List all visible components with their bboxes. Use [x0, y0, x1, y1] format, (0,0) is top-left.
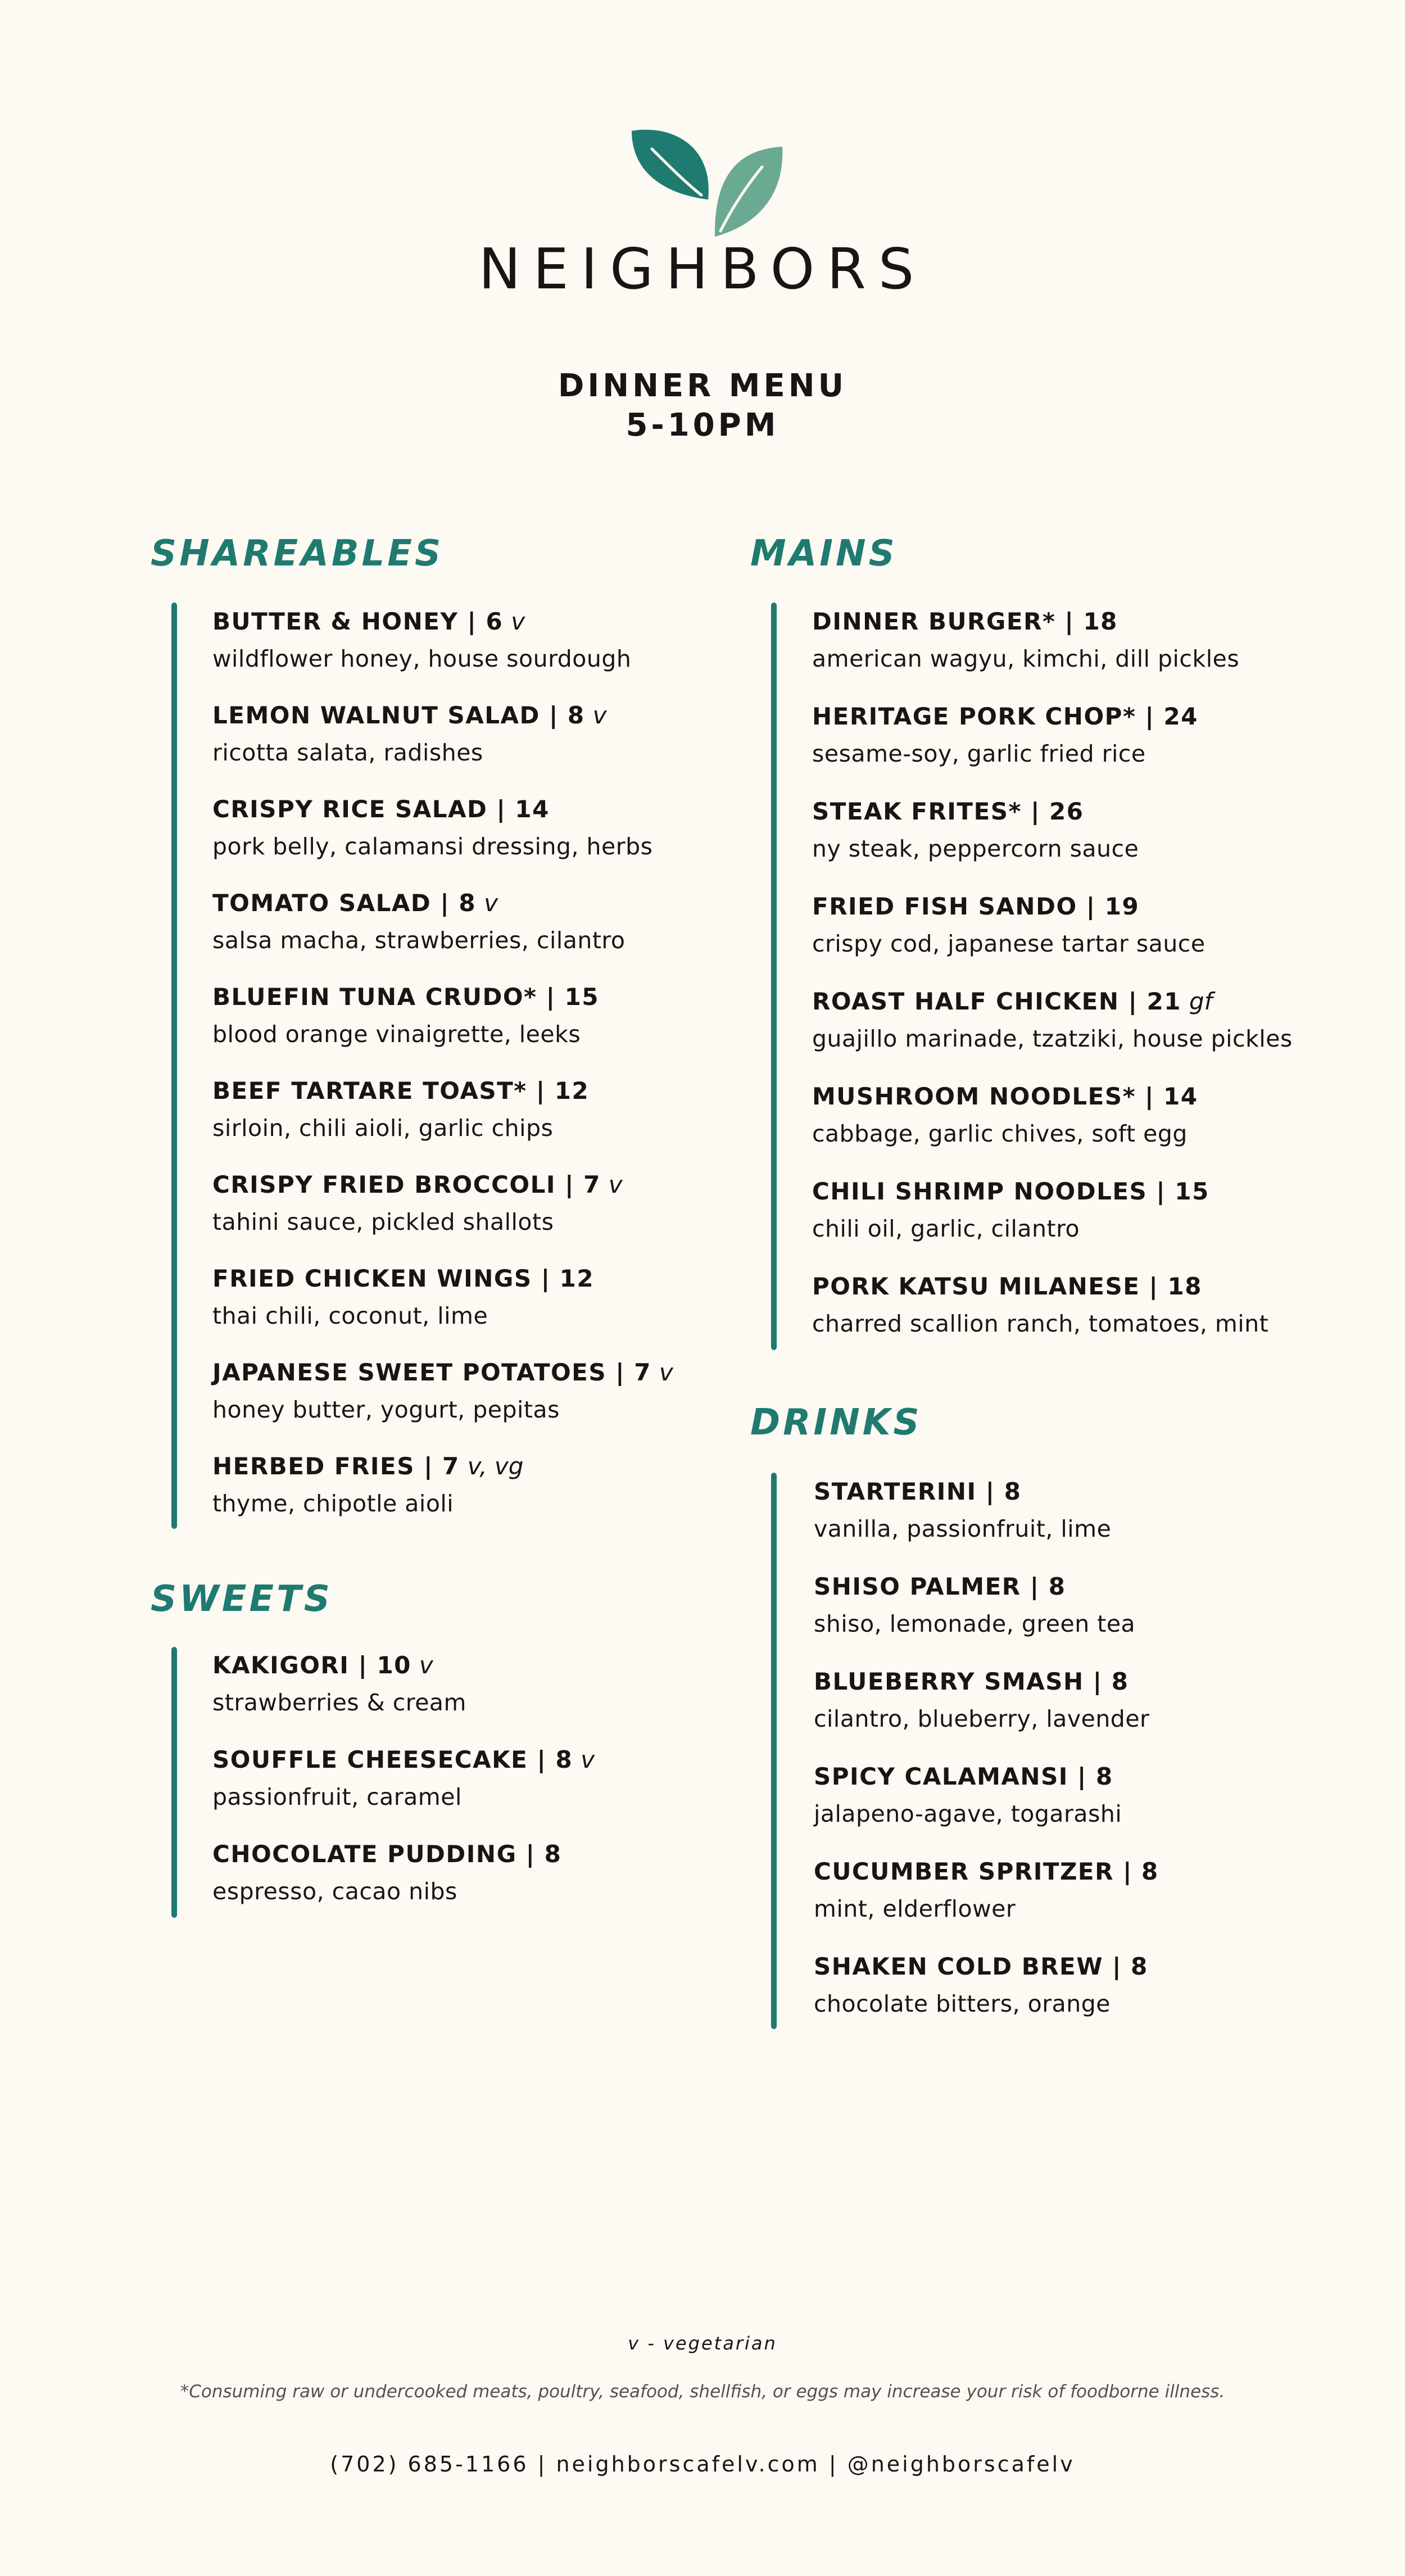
menu-item-name-text: FRIED FISH SANDO | 19 [812, 893, 1140, 920]
menu-item-name-text: CRISPY FRIED BROCCOLI | 7 [212, 1171, 601, 1198]
menu-item-name-text: SHISO PALMER | 8 [814, 1573, 1066, 1600]
menu-item-name [212, 606, 631, 637]
menu-item [814, 1856, 1159, 1925]
menu-item-name [212, 981, 599, 1013]
section-title-drinks: DRINKS [750, 1402, 922, 1443]
menu-item-description: sesame-soy, garlic fried rice [812, 740, 1146, 767]
menu-item-name-text: TOMATO SALAD | 8 [212, 889, 477, 917]
menu-item [814, 1476, 1111, 1545]
menu-item [812, 606, 1239, 674]
section-title-shareables: SHAREABLES [151, 533, 444, 574]
menu-item-name [212, 700, 607, 731]
menu-item-description: honey butter, yogurt, pepitas [212, 1396, 560, 1423]
menu-item-name-text: CRISPY RICE SALAD | 14 [212, 795, 550, 823]
menu-item-name [812, 1081, 1198, 1112]
menu-item [814, 1571, 1135, 1640]
menu-item-description: cabbage, garlic chives, soft egg [812, 1120, 1188, 1147]
menu-item-description: chocolate bitters, orange [814, 1990, 1111, 2017]
section-divider-bar [171, 1647, 177, 1918]
dietary-tag: v, vg [467, 1452, 524, 1480]
section-title-sweets: SWEETS [151, 1578, 333, 1620]
menu-item-name [812, 986, 1293, 1017]
dietary-tag: v [581, 1746, 595, 1773]
menu-item [812, 1081, 1198, 1149]
menu-item [212, 981, 599, 1050]
menu-item [212, 700, 607, 768]
menu-item-name [212, 794, 652, 825]
menu-item-name-text: FRIED CHICKEN WINGS | 12 [212, 1265, 595, 1292]
menu-item-name-text: STARTERINI | 8 [814, 1478, 1022, 1505]
dietary-tag: v [592, 701, 607, 729]
menu-item [212, 1169, 623, 1238]
menu-item-description: blood orange vinaigrette, leeks [212, 1021, 581, 1048]
menu-item-name-text: STEAK FRITES* | 26 [812, 798, 1084, 825]
section-divider-bar [771, 603, 777, 1350]
menu-item-name-text: SHAKEN COLD BREW | 8 [814, 1953, 1148, 1980]
menu-item [212, 888, 625, 956]
legend: v - vegetarian [628, 2333, 777, 2354]
leaf-logo-icon [629, 126, 787, 239]
menu-item [212, 1263, 594, 1332]
section-title-mains: MAINS [750, 533, 898, 574]
dietary-tag: gf [1189, 988, 1213, 1015]
menu-item [812, 796, 1139, 864]
menu-item-name [812, 796, 1139, 827]
menu-item [814, 1666, 1149, 1735]
menu-item-name [212, 1357, 673, 1388]
menu-item-name-text: BLUEFIN TUNA CRUDO* | 15 [212, 983, 600, 1011]
menu-item [812, 891, 1205, 959]
menu-item-name [812, 1271, 1268, 1302]
menu-item-name-text: BUTTER & HONEY | 6 [212, 608, 504, 635]
disclaimer: *Consuming raw or undercooked meats, poultry, seafood, shellfish, or eggs may increase your risk of foodborne illness. [180, 2382, 1225, 2402]
menu-item-name [212, 1451, 523, 1482]
menu-item [212, 606, 631, 674]
menu-item-description: passionfruit, caramel [212, 1783, 462, 1810]
menu-item-name-text: CHOCOLATE PUDDING | 8 [212, 1840, 562, 1868]
menu-item-name [212, 1263, 594, 1294]
menu-item-name [812, 891, 1205, 922]
menu-item [812, 986, 1293, 1054]
menu-item-description: guajillo marinade, tzatziki, house pickles [812, 1025, 1293, 1052]
menu-item-name-text: HERBED FRIES | 7 [212, 1452, 460, 1480]
menu-item-name-text: SPICY CALAMANSI | 8 [814, 1763, 1113, 1790]
menu-item [212, 1839, 561, 1907]
menu-item-name-text: LEMON WALNUT SALAD | 8 [212, 701, 585, 729]
menu-item-description: chili oil, garlic, cilantro [812, 1215, 1080, 1242]
menu-item-name-text: PORK KATSU MILANESE | 18 [812, 1273, 1202, 1300]
menu-item-name-text: CUCUMBER SPRITZER | 8 [814, 1858, 1159, 1885]
dietary-tag: v [419, 1651, 433, 1679]
menu-item-name [814, 1571, 1135, 1602]
menu-item-description: crispy cod, japanese tartar sauce [812, 930, 1205, 957]
menu-item-description: jalapeno-agave, togarashi [814, 1800, 1122, 1827]
menu-item-name-text: BEEF TARTARE TOAST* | 12 [212, 1077, 590, 1104]
menu-item-name [814, 1856, 1159, 1887]
contact-info: (702) 685-1166 | neighborscafelv.com | @neighborscafelv [330, 2452, 1075, 2477]
menu-item-name [812, 701, 1198, 732]
dietary-tag: v [608, 1171, 623, 1198]
menu-item [812, 1176, 1209, 1244]
leaf-dark-icon [632, 130, 709, 200]
menu-item-name [212, 1169, 623, 1201]
menu-item-description: thyme, chipotle aioli [212, 1490, 454, 1517]
menu-item-name-text: DINNER BURGER* | 18 [812, 608, 1118, 635]
menu-item-name [812, 606, 1239, 637]
menu-item-description: vanilla, passionfruit, lime [814, 1515, 1112, 1542]
dietary-tag: v [511, 608, 525, 635]
menu-item-name-text: HERITAGE PORK CHOP* | 24 [812, 703, 1198, 730]
menu-item-name [212, 1075, 589, 1107]
menu-item [212, 1357, 673, 1425]
menu-item-description: sirloin, chili aioli, garlic chips [212, 1115, 554, 1142]
menu-item-description: mint, elderflower [814, 1895, 1016, 1922]
menu-item-description: strawberries & cream [212, 1689, 466, 1716]
menu-item-name [212, 1839, 561, 1870]
menu-item-description: espresso, cacao nibs [212, 1878, 457, 1905]
menu-item-name [814, 1951, 1148, 1982]
menu-item-name-text: JAPANESE SWEET POTATOES | 7 [212, 1359, 651, 1386]
menu-item [212, 794, 652, 862]
menu-item [212, 1650, 466, 1718]
menu-item-name [814, 1666, 1149, 1697]
menu-item-description: salsa macha, strawberries, cilantro [212, 927, 626, 954]
menu-item-name [812, 1176, 1209, 1207]
menu-item-description: pork belly, calamansi dressing, herbs [212, 833, 653, 860]
menu-item-description: wildflower honey, house sourdough [212, 645, 632, 672]
menu-item [812, 1271, 1268, 1339]
brand-name: NEIGHBORS [478, 236, 927, 302]
menu-item-name [212, 1744, 595, 1776]
menu-item-name-text: KAKIGORI | 10 [212, 1651, 411, 1679]
menu-item-description: charred scallion ranch, tomatoes, mint [812, 1310, 1269, 1337]
dietary-tag: v [484, 889, 498, 917]
menu-hours: 5-10PM [626, 407, 779, 443]
menu-item-description: thai chili, coconut, lime [212, 1302, 488, 1329]
menu-item [212, 1744, 595, 1813]
dietary-tag: v [659, 1359, 673, 1386]
menu-title: DINNER MENU [558, 368, 847, 404]
menu-item-description: cilantro, blueberry, lavender [814, 1705, 1150, 1732]
menu-item-description: tahini sauce, pickled shallots [212, 1208, 554, 1235]
menu-item-name-text: SOUFFLE CHEESECAKE | 8 [212, 1746, 573, 1773]
menu-item-description: ricotta salata, radishes [212, 739, 483, 766]
menu-item [212, 1075, 589, 1144]
menu-item-name [814, 1761, 1122, 1792]
menu-item-description: ny steak, peppercorn sauce [812, 835, 1139, 862]
menu-item [814, 1951, 1148, 2020]
menu-item-name-text: MUSHROOM NOODLES* | 14 [812, 1083, 1198, 1110]
section-divider-bar [771, 1473, 777, 2029]
menu-item-name [814, 1476, 1111, 1507]
menu-item [212, 1451, 523, 1519]
menu-item-name-text: BLUEBERRY SMASH | 8 [814, 1668, 1129, 1695]
menu-item-name [212, 1650, 466, 1681]
section-divider-bar [171, 603, 177, 1529]
menu-item [812, 701, 1198, 769]
menu-item-description: american wagyu, kimchi, dill pickles [812, 645, 1240, 672]
menu-item [814, 1761, 1122, 1830]
menu-item-description: shiso, lemonade, green tea [814, 1610, 1136, 1637]
menu-item-name-text: ROAST HALF CHICKEN | 21 [812, 988, 1182, 1015]
menu-item-name [212, 888, 625, 919]
menu-item-name-text: CHILI SHRIMP NOODLES | 15 [812, 1178, 1209, 1205]
